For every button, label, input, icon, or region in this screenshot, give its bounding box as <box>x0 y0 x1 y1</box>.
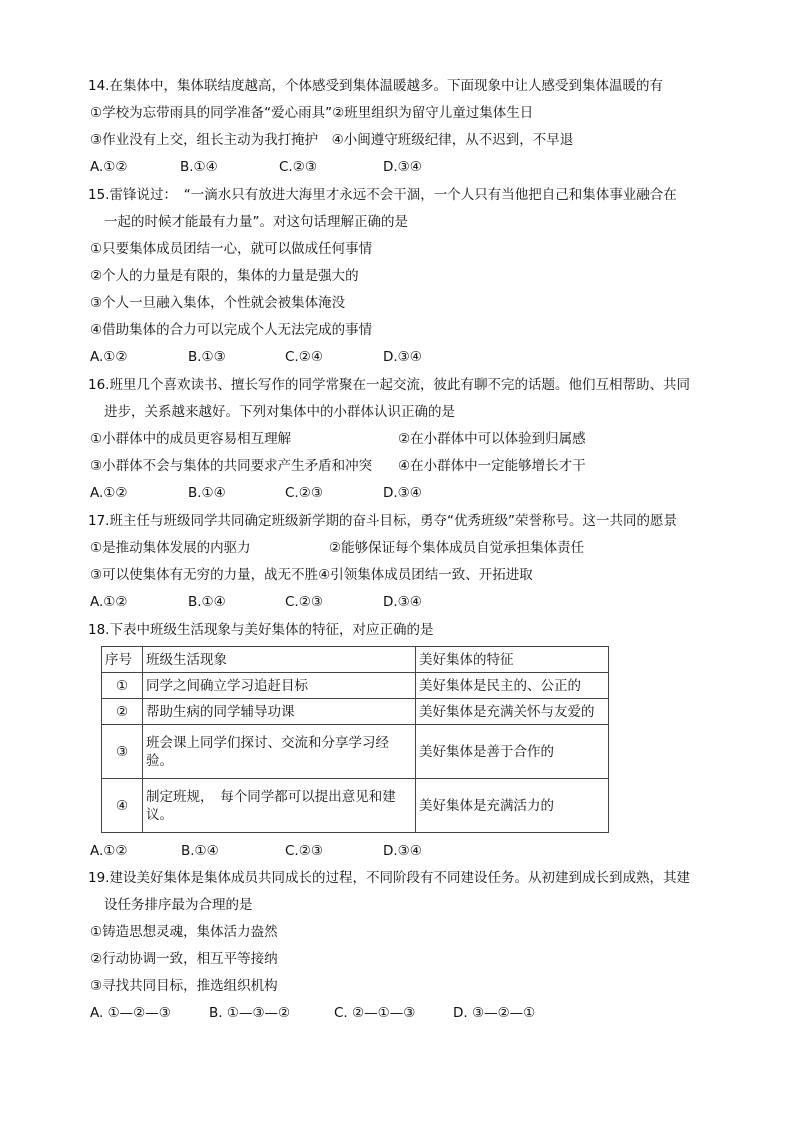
q16-option-b[interactable]: B.①④ <box>188 485 226 501</box>
q14-item-line1: ①学校为忘带雨具的同学准备“爱心雨具”②班里组织为留守儿童过集体生日 <box>90 105 534 121</box>
q19-item-3: ③寻找共同目标，推选组织机构 <box>90 978 278 994</box>
q18-table <box>101 646 609 833</box>
q19-option-d[interactable]: D. ③—②—① <box>453 1005 536 1021</box>
q16-stem-line1: 16.班里几个喜欢读书、擅长写作的同学常聚在一起交流，彼此有聊不完的话题。他们互相帮助、共同 <box>88 377 690 393</box>
q14-stem: 14.在集体中，集体联结度越高，个体感受到集体温暖越多。下面现象中让人感受到集体温暖的有 <box>88 78 663 94</box>
q17-item-1: ①是推动集体发展的内驱力 <box>90 540 251 556</box>
q16-option-d[interactable]: D.③④ <box>383 485 422 501</box>
table-cell-phenomenon: 制定班规， 每个同学都可以提出意见和建议。 <box>143 779 416 833</box>
q15-item-1: ①只要集体成员团结一心，就可以做成任何事情 <box>90 241 373 257</box>
q15-option-c[interactable]: C.②④ <box>285 349 323 365</box>
table-cell-index: ④ <box>102 779 143 833</box>
q15-stem-line1: 15.雷锋说过： “一滴水只有放进大海里才永远不会干涸，一个人只有当他把自己和集体事业融合在 <box>88 187 677 203</box>
q15-item-2: ②个人的力量是有限的，集体的力量是强大的 <box>90 268 359 284</box>
table-cell-feature: 美好集体是充满活力的 <box>416 779 609 833</box>
table-cell-feature: 美好集体是善于合作的 <box>416 725 609 779</box>
q15-option-a[interactable]: A.①② <box>90 349 128 365</box>
q16-item-1: ①小群体中的成员更容易相互理解 <box>90 431 292 447</box>
q17-option-c[interactable]: C.②③ <box>285 594 323 610</box>
table-cell-feature: 美好集体是民主的、公正的 <box>416 673 609 699</box>
table-header-row <box>102 647 609 673</box>
q19-item-2: ②行动协调一致，相互平等接纳 <box>90 951 278 967</box>
q17-item-3-4: ③可以使集体有无穷的力量，战无不胜④引领集体成员团结一致、开拓进取 <box>90 567 533 583</box>
table-cell-phenomenon: 同学之间确立学习追赶目标 <box>143 673 416 699</box>
q16-item-2: ②在小群体中可以体验到归属感 <box>398 431 586 447</box>
q15-item-4: ④借助集体的合力可以完成个人无法完成的事情 <box>90 322 373 338</box>
q16-option-c[interactable]: C.②③ <box>285 485 323 501</box>
q15-item-3: ③个人一旦融入集体，个性就会被集体淹没 <box>90 295 346 311</box>
q19-option-c[interactable]: C. ②—①—③ <box>334 1005 416 1021</box>
table-cell-feature: 美好集体是充满关怀与友爱的 <box>416 699 609 725</box>
table-cell-index: ③ <box>102 725 143 779</box>
q19-stem-line1: 19.建设美好集体是集体成员共同成长的过程，不同阶段有不同建设任务。从初建到成长到成熟，其建 <box>88 870 690 886</box>
q19-option-a[interactable]: A. ①—②—③ <box>90 1005 171 1021</box>
q18-stem: 18.下表中班级生活现象与美好集体的特征，对应正确的是 <box>88 622 434 638</box>
table-cell-index: ② <box>102 699 143 725</box>
q14-option-d[interactable]: D.③④ <box>383 159 422 175</box>
table-row <box>102 699 609 725</box>
q16-option-a[interactable]: A.①② <box>90 485 128 501</box>
q18-option-d[interactable]: D.③④ <box>383 843 422 859</box>
table-cell-phenomenon: 帮助生病的同学辅导功课 <box>143 699 416 725</box>
q18-option-a[interactable]: A.①② <box>90 843 128 859</box>
table-row <box>102 725 609 779</box>
q19-stem-line2: 设任务排序最为合理的是 <box>104 897 253 913</box>
q19-item-1: ①铸造思想灵魂，集体活力盎然 <box>90 924 278 940</box>
q15-stem-line2: 一起的时候才能最有力量”。对这句话理解正确的是 <box>104 214 408 230</box>
table-header-feature: 美好集体的特征 <box>416 647 609 673</box>
q17-item-2: ②能够保证每个集体成员自觉承担集体责任 <box>329 540 585 556</box>
table-cell-index: ① <box>102 673 143 699</box>
q17-option-d[interactable]: D.③④ <box>383 594 422 610</box>
q18-option-c[interactable]: C.②③ <box>285 843 323 859</box>
table-row <box>102 779 609 833</box>
table-cell-phenomenon: 班会课上同学们探讨、交流和分享学习经验。 <box>143 725 416 779</box>
q17-option-a[interactable]: A.①② <box>90 594 128 610</box>
q18-option-b[interactable]: B.①④ <box>181 843 219 859</box>
q17-option-b[interactable]: B.①④ <box>188 594 226 610</box>
q15-option-d[interactable]: D.③④ <box>383 349 422 365</box>
q15-option-b[interactable]: B.①③ <box>188 349 226 365</box>
q16-item-4: ④在小群体中一定能够增长才干 <box>398 458 586 474</box>
table-row <box>102 673 609 699</box>
q19-option-b[interactable]: B. ①—③—② <box>209 1005 291 1021</box>
q14-item-line2: ③作业没有上交，组长主动为我打掩护 ④小闽遵守班级纪律，从不迟到，不早退 <box>90 132 574 148</box>
table-header-index: 序号 <box>102 647 143 673</box>
q14-option-c[interactable]: C.②③ <box>279 159 317 175</box>
q16-stem-line2: 进步，关系越来越好。下列对集体中的小群体认识正确的是 <box>104 404 455 420</box>
q14-option-b[interactable]: B.①④ <box>180 159 218 175</box>
q14-option-a[interactable]: A.①② <box>90 159 128 175</box>
q16-item-3: ③小群体不会与集体的共同要求产生矛盾和冲突 <box>90 458 373 474</box>
q17-stem: 17.班主任与班级同学共同确定班级新学期的奋斗目标，勇夺“优秀班级”荣誉称号。这一共同的愿景 <box>88 513 677 529</box>
table-header-phenomenon: 班级生活现象 <box>143 647 416 673</box>
